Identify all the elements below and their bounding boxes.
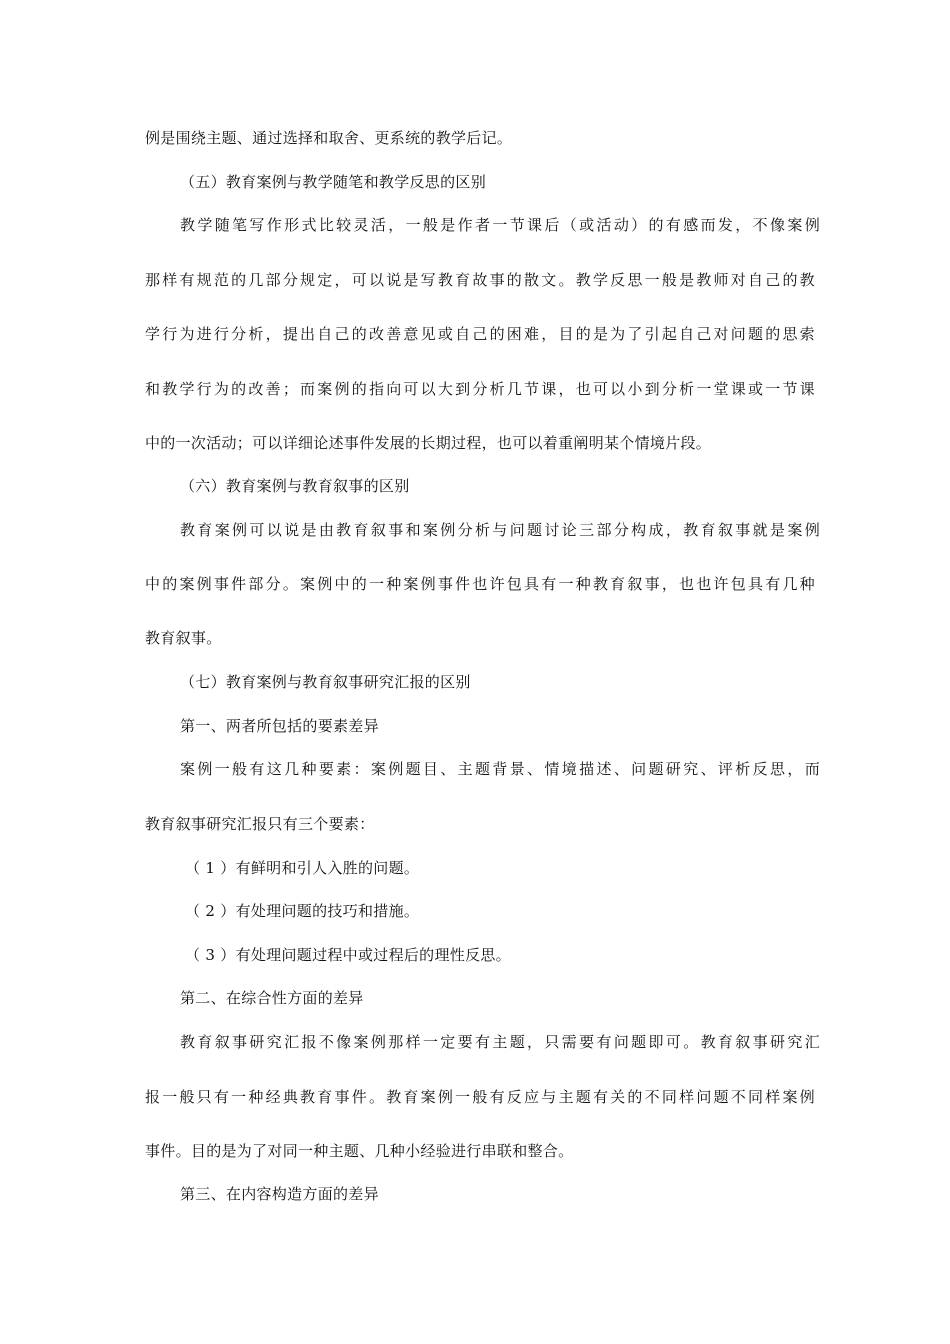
- subheading-1: 第一、两者所包括的要素差异: [180, 717, 379, 735]
- list-item: （ 3 ）有处理问题过程中或过程后的理性反思。: [185, 946, 511, 964]
- subheading-2: 第二、在综合性方面的差异: [180, 989, 364, 1007]
- text-line: 例是围绕主题、通过选择和取舍、更系统的教学后记。: [145, 129, 513, 147]
- text-line: 事件。目的是为了对同一种主题、几种小经验进行串联和整合。: [145, 1142, 574, 1160]
- text-line: 和教学行为的改善；而案例的指向可以大到分析几节课，也可以小到分析一堂课或一节课: [145, 380, 815, 398]
- text-line: 那样有规范的几部分规定，可以说是写教育故事的散文。教学反思一般是教师对自己的教: [145, 271, 815, 289]
- section-heading-5: （五）教育案例与教学随笔和教学反思的区别: [180, 173, 487, 191]
- text-line: 报一般只有一种经典教育事件。教育案例一般有反应与主题有关的不同样问题不同样案例: [145, 1088, 815, 1106]
- text-line: 教育案例可以说是由教育叙事和案例分析与问题讨论三部分构成，教育叙事就是案例: [180, 521, 820, 539]
- list-item: （ 1 ）有鲜明和引人入胜的问题。: [185, 859, 420, 877]
- section-heading-6: （六）教育案例与教育叙事的区别: [180, 477, 410, 495]
- text-line: 教育叙事。: [145, 629, 222, 647]
- text-line: 学行为进行分析，提出自己的改善意见或自己的困难，目的是为了引起自己对问题的思索: [145, 325, 815, 343]
- text-line: 教育叙事研究汇报只有三个要素：: [145, 815, 375, 833]
- subheading-3: 第三、在内容构造方面的差异: [180, 1185, 379, 1203]
- text-line: 教学随笔写作形式比较灵活，一般是作者一节课后（或活动）的有感而发，不像案例: [180, 216, 820, 234]
- list-item: （ 2 ）有处理问题的技巧和措施。: [185, 902, 420, 920]
- text-line: 教育叙事研究汇报不像案例那样一定要有主题，只需要有问题即可。教育叙事研究汇: [180, 1033, 820, 1051]
- text-line: 案例一般有这几种要素：案例题目、主题背景、情境描述、问题研究、评析反思，而: [180, 760, 820, 778]
- text-line: 中的案例事件部分。案例中的一种案例事件也许包具有一种教育叙事，也也许包具有几种: [145, 575, 815, 593]
- text-line: 中的一次活动；可以详细论述事件发展的长期过程，也可以着重阐明某个情境片段。: [145, 434, 712, 452]
- section-heading-7: （七）教育案例与教育叙事研究汇报的区别: [180, 673, 471, 691]
